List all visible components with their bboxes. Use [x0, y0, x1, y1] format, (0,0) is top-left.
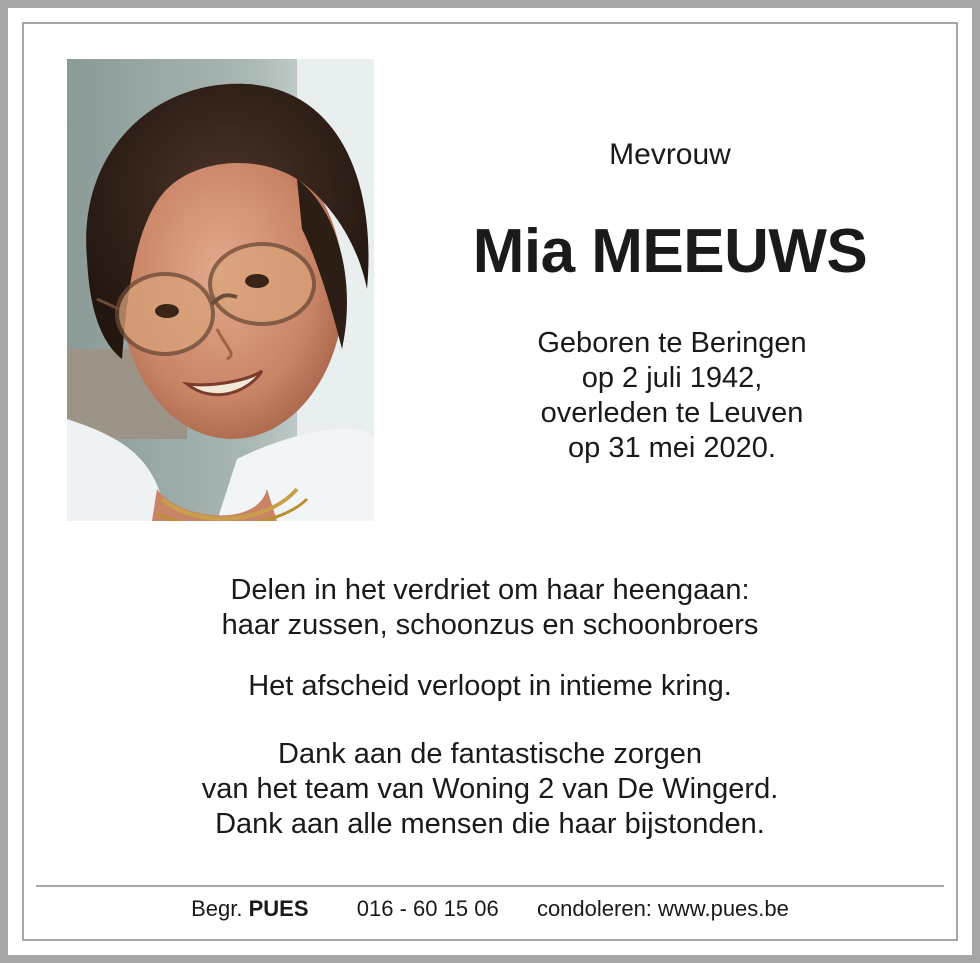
thanks-paragraph — [40, 737, 940, 842]
footer-divider — [36, 885, 944, 887]
funeral-prefix: Begr. — [191, 896, 249, 921]
death-place: overleden te Leuven — [540, 397, 804, 429]
thanks-line: van het team van Woning 2 van De Wingerd. — [201, 773, 779, 805]
birth-place: Geboren te Beringen — [537, 327, 807, 359]
mourners-line: Delen in het verdriet om haar heengaan: — [230, 574, 750, 606]
thanks-line: Dank aan de fantastische zorgen — [278, 738, 702, 770]
death-date: op 31 mei 2020. — [568, 432, 776, 464]
thanks-line: Dank aan alle mensen die haar bijstonden. — [215, 808, 765, 840]
salutation: Mevrouw — [609, 138, 731, 171]
funeral-company: PUES — [248, 896, 309, 921]
footer — [36, 896, 944, 922]
mourners-paragraph — [40, 573, 940, 643]
farewell-line: Het afscheid verloopt in intieme kring. — [248, 670, 732, 702]
mourners-line: haar zussen, schoonzus en schoonbroers — [221, 609, 759, 641]
condolence-link[interactable]: condoleren: www.pues.be — [536, 896, 789, 921]
phone-number: 016 - 60 15 06 — [356, 896, 499, 921]
farewell-paragraph — [40, 669, 940, 704]
deceased-name: Mia MEEUWS — [472, 217, 868, 286]
portrait-photo — [67, 59, 374, 521]
birth-date: op 2 juli 1942, — [581, 362, 763, 394]
life-details — [472, 326, 872, 466]
